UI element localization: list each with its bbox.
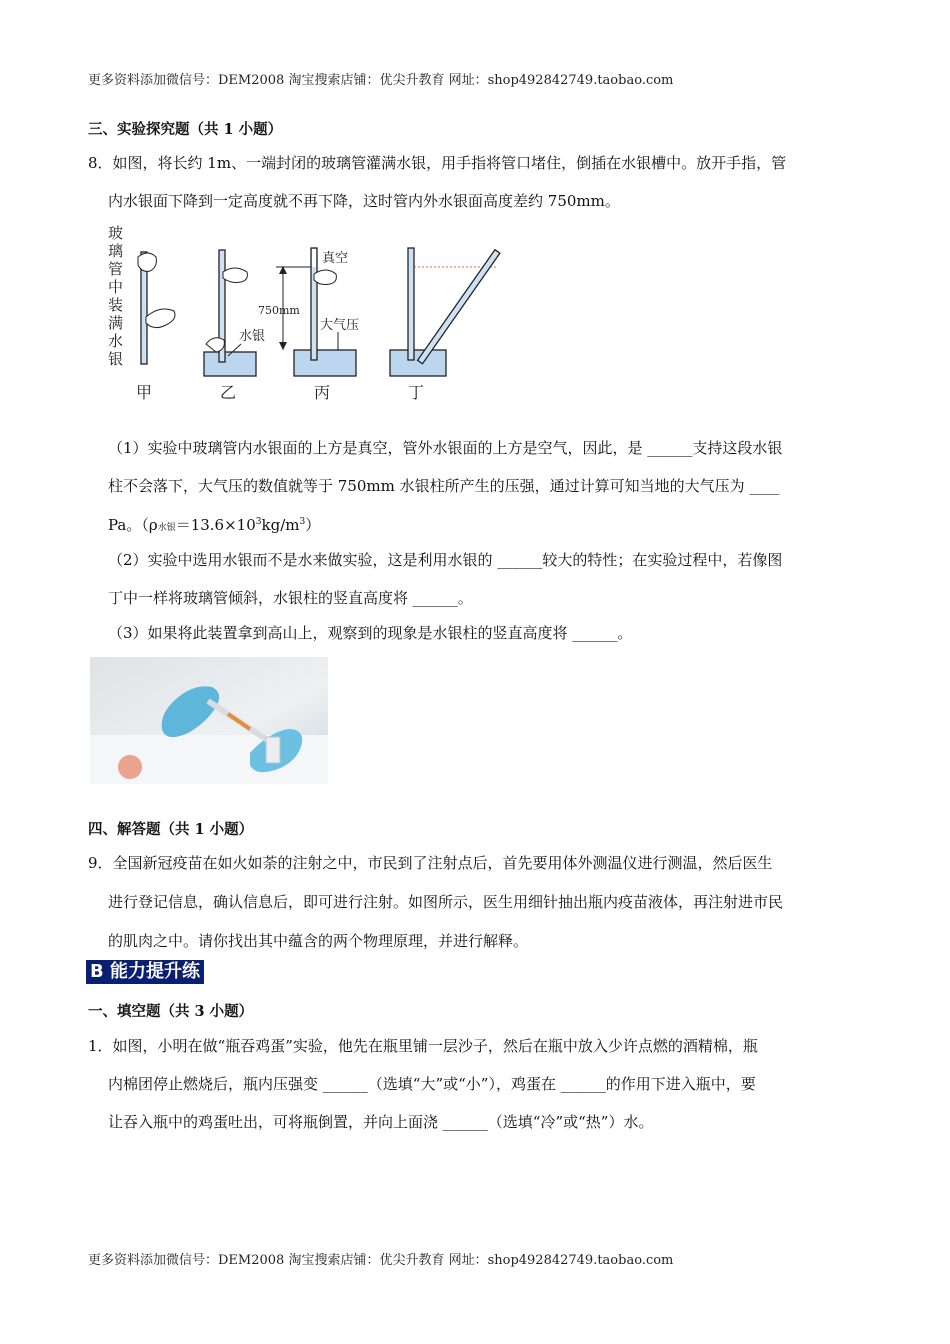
q8-part1-line-1: （1）实验中玻璃管内水银面的上方是真空，管外水银面的上方是空气，因此，是 ______支持这段水银	[108, 439, 783, 457]
section-title-answer: 四、解答题（共 1 小题）	[88, 821, 254, 838]
q8-unit-pa: Pa。（ρ	[108, 516, 158, 534]
rho-subscript: 水银	[157, 523, 176, 533]
section-banner	[86, 960, 204, 984]
density-unit-exponent: 3	[299, 517, 306, 527]
hand-jia-top	[138, 253, 156, 271]
q8-line-1: 8．如图，将长约 1m、一端封闭的玻璃管灌满水银，用手指将管口堵住，倒插在水银槽中。放开手指，管	[88, 154, 787, 172]
hand-jia-bottom	[146, 309, 175, 328]
q8-part2-line-2: 丁中一样将玻璃管倾斜，水银柱的竖直高度将 ______。	[108, 589, 473, 607]
page-footer: 更多资料添加微信号：DEM2008 淘宝搜索店铺：优尖升教育 网址：shop492842749.taobao.com	[88, 1253, 674, 1268]
q9-line-2: 进行登记信息，确认信息后，即可进行注射。如图所示，医生用细针抽出瓶内疫苗液体，再注射进市民	[108, 893, 784, 911]
density-unit: kg/m	[261, 516, 300, 534]
q8-part2-line-1: （2）实验中选用水银而不是水来做实验，这是利用水银的 ______较大的特性；在实验过程中，若像图	[108, 551, 783, 569]
banner-letter: B	[90, 961, 104, 982]
label-atm: 大气压	[320, 318, 360, 333]
basin-bing	[294, 350, 356, 376]
closing-paren: ）	[305, 516, 321, 534]
q8-line-2: 内水银面下降到一定高度就不再下降，这时管内外水银面高度差约 750mm。	[108, 192, 620, 210]
section-title-fill: 一、填空题（共 3 小题）	[88, 1003, 254, 1020]
q9-line-1: 9．全国新冠疫苗在如火如荼的注射之中，市民到了注射点后，首先要用体外测温仪进行测温，然后医生	[88, 854, 773, 872]
hand-bing	[314, 270, 336, 285]
vlabel-char: 璃	[108, 242, 124, 260]
vlabel-char: 装	[108, 296, 124, 314]
vlabel-char: 玻	[108, 224, 124, 242]
vlabel-char: 银	[108, 350, 124, 368]
photo-vial	[266, 737, 280, 763]
label-yi: 乙	[220, 383, 237, 402]
q8-part1-line-2: 柱不会落下，大气压的数值就等于 750mm 水银柱所产生的压强，通过计算可知当地的大气压为 ____	[108, 477, 780, 495]
vacuum-bing	[312, 249, 316, 267]
page-header: 更多资料添加微信号：DEM2008 淘宝搜索店铺：优尖升教育 网址：shop492842749.taobao.com	[88, 73, 674, 88]
basin-ding	[390, 350, 446, 376]
figure-yi	[204, 250, 265, 402]
q1-line-3: 让吞入瓶中的鸡蛋吐出，可将瓶倒置，并向上面浇 ______（选填“冷”或“热”）水。	[108, 1113, 654, 1131]
density-exponent: 3	[255, 517, 262, 527]
figure-ding	[390, 248, 500, 402]
banner-text: 能力提升练	[110, 961, 201, 982]
torricelli-diagram	[108, 222, 508, 407]
label-vacuum: 真空	[322, 251, 349, 266]
vlabel-char: 水	[108, 332, 124, 350]
section-title-experiment: 三、实验探究题（共 1 小题）	[88, 121, 283, 138]
label-750: 750mm	[258, 304, 300, 317]
label-bing: 丙	[314, 383, 331, 402]
q8-part1-line-3	[108, 514, 320, 535]
q9-line-3: 的肌肉之中。请你找出其中蕴含的两个物理原理，并进行解释。	[108, 932, 529, 950]
hand-yi-bottom	[206, 338, 224, 352]
basin-yi	[204, 352, 256, 376]
vertical-label	[108, 224, 123, 368]
vaccine-photo	[90, 657, 328, 784]
vlabel-char: 满	[108, 314, 124, 332]
vlabel-char: 管	[108, 260, 124, 278]
label-mercury: 水银	[239, 329, 266, 344]
density-value: ＝13.6×10	[175, 516, 256, 534]
q1-line-1: 1．如图，小明在做“瓶吞鸡蛋”实验，他先在瓶里铺一层沙子，然后在瓶中放入少许点燃的酒精棉，瓶	[88, 1037, 758, 1055]
label-jia: 甲	[136, 383, 153, 402]
figure-bing	[258, 248, 359, 402]
figure-jia	[136, 252, 175, 402]
hand-yi-top	[223, 268, 247, 283]
q1-line-2: 内棉团停止燃烧后，瓶内压强变 ______（选填“大”或“小”），鸡蛋在 ______的作用下进入瓶中，要	[108, 1075, 756, 1093]
photo-bottle-cap	[118, 755, 142, 779]
tube-ding-vertical	[408, 248, 414, 360]
vlabel-char: 中	[108, 278, 124, 296]
q8-part3-line-1: （3）如果将此装置拿到高山上，观察到的现象是水银柱的竖直高度将 ______。	[108, 624, 633, 642]
label-ding: 丁	[408, 383, 425, 402]
dim-arrow-bottom	[279, 342, 287, 350]
